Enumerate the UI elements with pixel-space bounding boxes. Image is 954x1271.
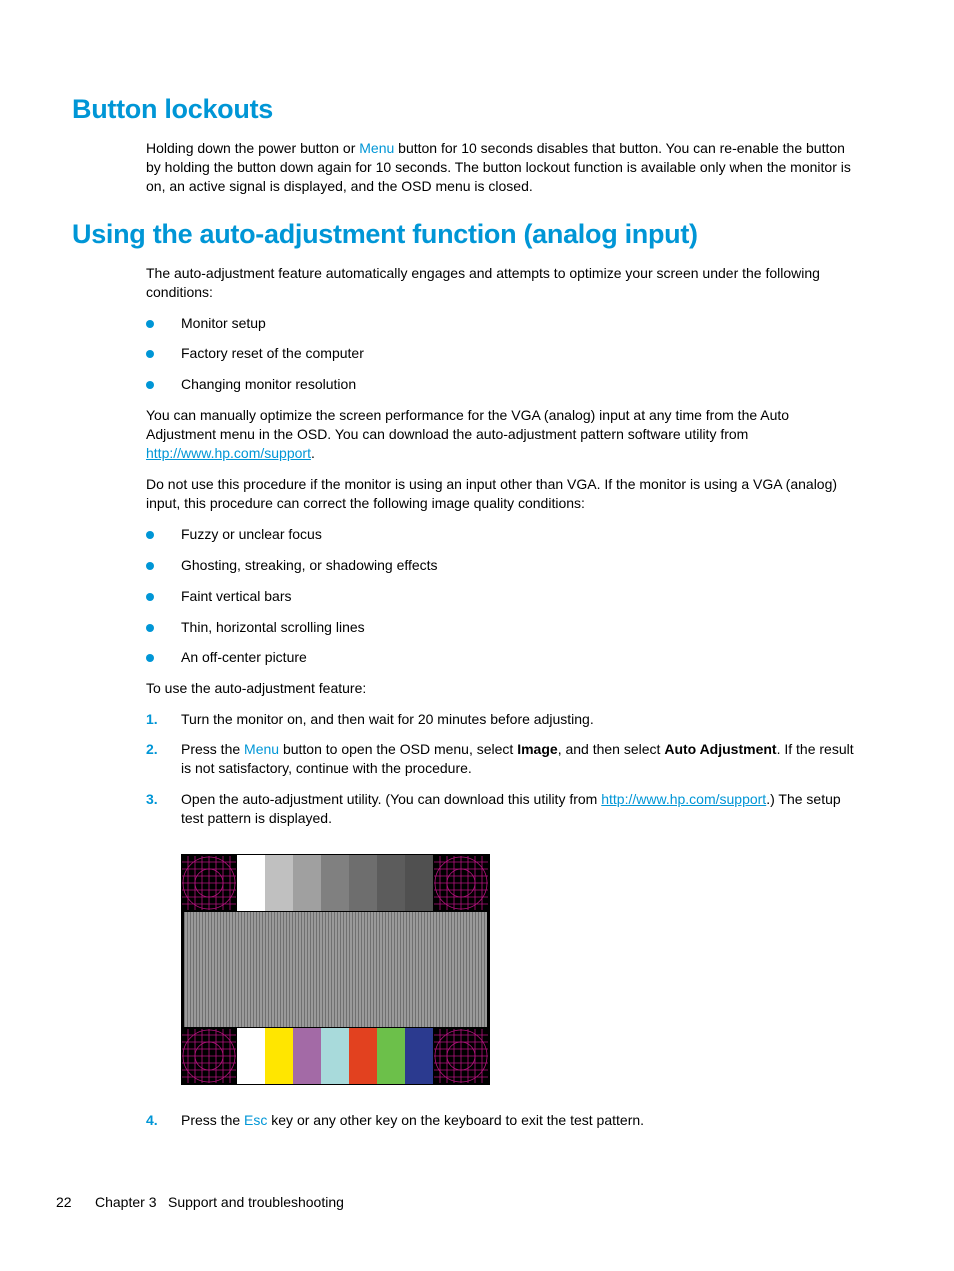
heading-auto-adjustment: Using the auto-adjustment function (analog input): [72, 219, 698, 249]
bullet-icon: [146, 320, 154, 328]
gray-bar: [377, 855, 405, 911]
color-bar: [349, 1028, 377, 1084]
paragraph-button-lockouts: [146, 139, 862, 196]
text: button to open the OSD menu, select: [279, 741, 518, 757]
step-number: 1.: [146, 711, 158, 727]
menu-key-label: Menu: [244, 741, 280, 757]
step-number: 3.: [146, 791, 158, 807]
paragraph-steps-intro: To use the auto-adjustment feature:: [146, 680, 367, 696]
bullet-icon: [146, 381, 154, 389]
gray-bar: [321, 855, 349, 911]
bullet-icon: [146, 593, 154, 601]
text: Press the: [181, 741, 245, 757]
text: , and then select: [557, 741, 665, 757]
color-bar: [377, 1028, 405, 1084]
stripe-area: [184, 912, 487, 1027]
step-text: [181, 1111, 865, 1130]
color-bar: [237, 1028, 265, 1084]
text: . If the result is not satisfactory, continue with the procedure.: [181, 741, 854, 776]
support-link[interactable]: http://www.hp.com/support: [601, 791, 767, 807]
text: Open the auto-adjustment utility. (You can download this utility from: [181, 791, 602, 807]
paragraph-manual-optimize: [146, 406, 862, 463]
list-item-text: Factory reset of the computer: [181, 345, 364, 361]
list-item-text: Monitor setup: [181, 315, 266, 331]
footer-title: Support and troubleshooting: [168, 1194, 344, 1210]
step-text: [181, 740, 865, 778]
image-menu-label: Image: [517, 741, 558, 757]
heading-button-lockouts: Button lockouts: [72, 94, 273, 124]
text: Press the: [181, 1112, 245, 1128]
list-item-text: Changing monitor resolution: [181, 376, 357, 392]
step-number: 4.: [146, 1112, 158, 1128]
test-pattern-image: [181, 854, 490, 1085]
color-bar: [265, 1028, 293, 1084]
gray-bar: [293, 855, 321, 911]
color-bar: [321, 1028, 349, 1084]
list-item-text: Thin, horizontal scrolling lines: [181, 619, 365, 635]
text: Holding down the power button or: [146, 140, 360, 156]
paragraph-intro: The auto-adjustment feature automatically engages and attempts to optimize your screen under the following conditions:: [146, 265, 820, 300]
step-number: 2.: [146, 741, 158, 757]
bullet-icon: [146, 654, 154, 662]
gray-bars: [237, 855, 433, 911]
list-item-text: Faint vertical bars: [181, 588, 292, 604]
bullet-icon: [146, 350, 154, 358]
gray-bar: [265, 855, 293, 911]
text: button for 10 seconds disables that button. You can re-enable the button by holding the button down again for 10 seconds. The button lockout function is available only when the monitor is on, an active signal is displayed, and the OSD menu is closed.: [146, 140, 851, 194]
auto-adjustment-label: Auto Adjustment: [664, 741, 777, 757]
list-item-text: Fuzzy or unclear focus: [181, 526, 322, 542]
menu-key-label: Menu: [359, 140, 395, 156]
bullet-icon: [146, 531, 154, 539]
text: key or any other key on the keyboard to exit the test pattern.: [267, 1112, 645, 1128]
footer-chapter: Chapter 3: [95, 1194, 157, 1210]
page-number: 22: [56, 1194, 72, 1210]
bullet-icon: [146, 562, 154, 570]
bullet-icon: [146, 624, 154, 632]
text: .) The setup test pattern is displayed.: [181, 791, 841, 826]
step-text: [181, 790, 865, 828]
esc-key-label: Esc: [244, 1112, 268, 1128]
list-item-text: An off-center picture: [181, 649, 307, 665]
paragraph-vga-note: Do not use this procedure if the monitor is using an input other than VGA. If the monitor is using a VGA (analog) input, this procedure can correct the following image quality conditions:: [146, 476, 838, 511]
list-item-text: Ghosting, streaking, or shadowing effects: [181, 557, 438, 573]
color-bar: [293, 1028, 321, 1084]
text: You can manually optimize the screen performance for the VGA (analog) input at any time from the Auto Adjustment menu in the OSD. You can download the auto-adjustment pattern software utility from: [146, 407, 790, 442]
step-text: Turn the monitor on, and then wait for 20 minutes before adjusting.: [181, 711, 594, 727]
color-bar: [405, 1028, 433, 1084]
color-bars: [237, 1028, 433, 1084]
gray-bar: [405, 855, 433, 911]
text: .: [310, 445, 315, 461]
gray-bar: [349, 855, 377, 911]
support-link[interactable]: http://www.hp.com/support: [146, 445, 311, 461]
gray-bar: [237, 855, 265, 911]
